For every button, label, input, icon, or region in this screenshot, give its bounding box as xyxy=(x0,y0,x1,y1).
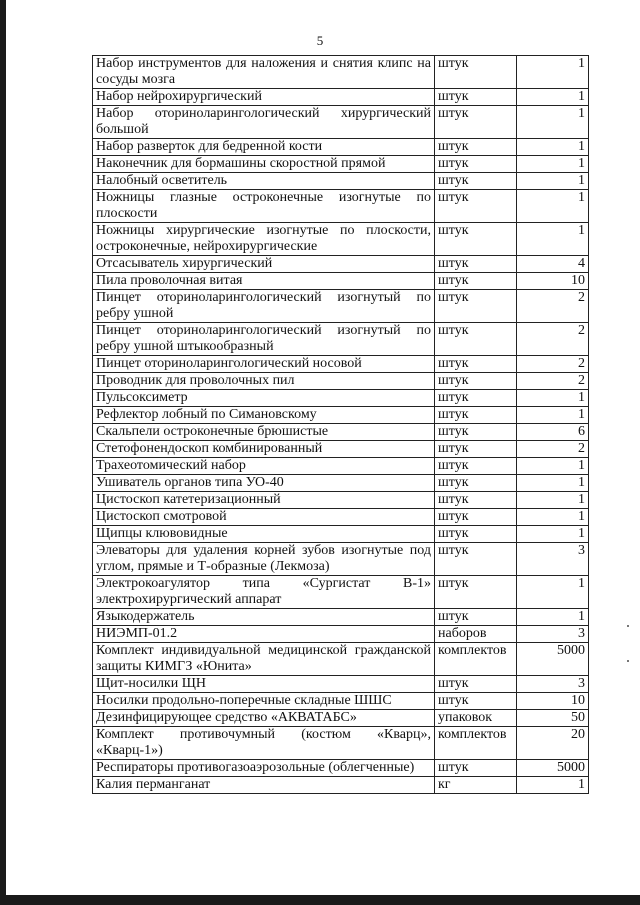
table-row xyxy=(93,727,589,760)
table-row xyxy=(93,407,589,424)
unit-cell: комплектов xyxy=(435,643,517,676)
quantity-cell: 1 xyxy=(517,223,589,256)
quantity-cell: 3 xyxy=(517,626,589,643)
table-row xyxy=(93,609,589,626)
unit-cell: штук xyxy=(435,526,517,543)
quantity-cell: 1 xyxy=(517,89,589,106)
table-row xyxy=(93,190,589,223)
item-name-cell: Пинцет оториноларингологический изогнутый по ребру ушной xyxy=(93,290,435,323)
quantity-cell: 2 xyxy=(517,323,589,356)
item-name-cell: Респираторы противогазоаэрозольные (облегченные) xyxy=(93,760,435,777)
quantity-cell: 6 xyxy=(517,424,589,441)
unit-cell: штук xyxy=(435,373,517,390)
scan-border-left xyxy=(0,0,6,905)
item-name-cell: Стетофонендоскоп комбинированный xyxy=(93,441,435,458)
quantity-cell: 1 xyxy=(517,492,589,509)
quantity-cell: 2 xyxy=(517,356,589,373)
unit-cell: штук xyxy=(435,56,517,89)
item-name-cell: Отсасыватель хирургический xyxy=(93,256,435,273)
item-name-cell: Элеваторы для удаления корней зубов изогнутые под углом, прямые и Т-образные (Лекмоза) xyxy=(93,543,435,576)
quantity-cell: 5000 xyxy=(517,760,589,777)
quantity-cell: 3 xyxy=(517,543,589,576)
table-row xyxy=(93,458,589,475)
unit-cell: штук xyxy=(435,106,517,139)
unit-cell: штук xyxy=(435,323,517,356)
table-row xyxy=(93,526,589,543)
quantity-cell: 1 xyxy=(517,609,589,626)
item-name-cell: Пульсоксиметр xyxy=(93,390,435,407)
item-name-cell: Комплект индивидуальной медицинской гражданской защиты КИМГЗ «Юнита» xyxy=(93,643,435,676)
unit-cell: штук xyxy=(435,441,517,458)
item-name-cell: Набор инструментов для наложения и снятия клипс на сосуды мозга xyxy=(93,56,435,89)
scan-border-bottom xyxy=(0,895,640,905)
quantity-cell: 5000 xyxy=(517,643,589,676)
quantity-cell: 1 xyxy=(517,509,589,526)
item-name-cell: Трахеотомический набор xyxy=(93,458,435,475)
item-name-cell: Пинцет оториноларингологический носовой xyxy=(93,356,435,373)
unit-cell: штук xyxy=(435,492,517,509)
unit-cell: комплектов xyxy=(435,727,517,760)
item-name-cell: Языкодержатель xyxy=(93,609,435,626)
unit-cell: штук xyxy=(435,693,517,710)
scan-speck xyxy=(627,625,629,627)
unit-cell: штук xyxy=(435,676,517,693)
unit-cell: штук xyxy=(435,424,517,441)
unit-cell: штук xyxy=(435,223,517,256)
table-row xyxy=(93,492,589,509)
unit-cell: штук xyxy=(435,760,517,777)
unit-cell: штук xyxy=(435,509,517,526)
unit-cell: штук xyxy=(435,139,517,156)
table-row xyxy=(93,626,589,643)
table-row xyxy=(93,693,589,710)
unit-cell: штук xyxy=(435,390,517,407)
table-row xyxy=(93,323,589,356)
item-name-cell: Цистоскоп смотровой xyxy=(93,509,435,526)
item-name-cell: Дезинфицирующее средство «АКВАТАБС» xyxy=(93,710,435,727)
item-name-cell: Носилки продольно-поперечные складные ШШС xyxy=(93,693,435,710)
item-name-cell: НИЭМП-01.2 xyxy=(93,626,435,643)
page-number: 5 xyxy=(316,33,324,48)
quantity-cell: 1 xyxy=(517,526,589,543)
table-row xyxy=(93,576,589,609)
unit-cell: штук xyxy=(435,458,517,475)
table-row xyxy=(93,509,589,526)
table-row xyxy=(93,290,589,323)
scan-speck xyxy=(627,660,629,662)
item-name-cell: Наконечник для бормашины скоростной прямой xyxy=(93,156,435,173)
table-row xyxy=(93,441,589,458)
table-row xyxy=(93,710,589,727)
item-name-cell: Калия перманганат xyxy=(93,777,435,794)
quantity-cell: 4 xyxy=(517,256,589,273)
item-name-cell: Комплект противочумный (костюм «Кварц», «Кварц-1») xyxy=(93,727,435,760)
quantity-cell: 20 xyxy=(517,727,589,760)
quantity-cell: 2 xyxy=(517,441,589,458)
quantity-cell: 1 xyxy=(517,458,589,475)
table-row xyxy=(93,543,589,576)
table-row xyxy=(93,89,589,106)
unit-cell: штук xyxy=(435,290,517,323)
item-name-cell: Набор разверток для бедренной кости xyxy=(93,139,435,156)
item-name-cell: Скальпели остроконечные брюшистые xyxy=(93,424,435,441)
item-name-cell: Ножницы хирургические изогнутые по плоскости, остроконечные, нейрохирургические xyxy=(93,223,435,256)
table-row xyxy=(93,777,589,794)
quantity-cell: 1 xyxy=(517,56,589,89)
unit-cell: штук xyxy=(435,609,517,626)
item-name-cell: Щит-носилки ЩН xyxy=(93,676,435,693)
quantity-cell: 2 xyxy=(517,290,589,323)
unit-cell: штук xyxy=(435,273,517,290)
unit-cell: штук xyxy=(435,190,517,223)
quantity-cell: 1 xyxy=(517,173,589,190)
table-row xyxy=(93,106,589,139)
unit-cell: штук xyxy=(435,173,517,190)
unit-cell: штук xyxy=(435,89,517,106)
quantity-cell: 1 xyxy=(517,475,589,492)
unit-cell: штук xyxy=(435,256,517,273)
table-row xyxy=(93,223,589,256)
item-name-cell: Рефлектор лобный по Симановскому xyxy=(93,407,435,424)
table-row xyxy=(93,56,589,89)
quantity-cell: 10 xyxy=(517,693,589,710)
item-name-cell: Налобный осветитель xyxy=(93,173,435,190)
quantity-cell: 1 xyxy=(517,139,589,156)
quantity-cell: 2 xyxy=(517,373,589,390)
quantity-cell: 1 xyxy=(517,190,589,223)
table-row xyxy=(93,475,589,492)
table-row xyxy=(93,356,589,373)
item-name-cell: Пила проволочная витая xyxy=(93,273,435,290)
quantity-cell: 1 xyxy=(517,390,589,407)
item-name-cell: Пинцет оториноларингологический изогнутый по ребру ушной штыкообразный xyxy=(93,323,435,356)
unit-cell: штук xyxy=(435,475,517,492)
table-row xyxy=(93,676,589,693)
unit-cell: штук xyxy=(435,407,517,424)
quantity-cell: 1 xyxy=(517,576,589,609)
item-name-cell: Электрокоагулятор типа «Сургистат В-1» электрохирургический аппарат xyxy=(93,576,435,609)
quantity-cell: 1 xyxy=(517,777,589,794)
unit-cell: штук xyxy=(435,356,517,373)
item-name-cell: Ушиватель органов типа УО-40 xyxy=(93,475,435,492)
table-row xyxy=(93,273,589,290)
table-row xyxy=(93,139,589,156)
item-name-cell: Щипцы клювовидные xyxy=(93,526,435,543)
quantity-cell: 1 xyxy=(517,156,589,173)
unit-cell: кг xyxy=(435,777,517,794)
quantity-cell: 50 xyxy=(517,710,589,727)
table-row xyxy=(93,256,589,273)
item-name-cell: Набор оториноларингологический хирургический большой xyxy=(93,106,435,139)
item-name-cell: Проводник для проволочных пил xyxy=(93,373,435,390)
table-row xyxy=(93,173,589,190)
table-body xyxy=(93,56,589,794)
table-row xyxy=(93,760,589,777)
unit-cell: наборов xyxy=(435,626,517,643)
unit-cell: упаковок xyxy=(435,710,517,727)
unit-cell: штук xyxy=(435,543,517,576)
unit-cell: штук xyxy=(435,576,517,609)
item-name-cell: Цистоскоп катетеризационный xyxy=(93,492,435,509)
table-row xyxy=(93,373,589,390)
item-name-cell: Ножницы глазные остроконечные изогнутые по плоскости xyxy=(93,190,435,223)
table-row xyxy=(93,390,589,407)
equipment-table xyxy=(92,55,589,794)
quantity-cell: 3 xyxy=(517,676,589,693)
table-row xyxy=(93,424,589,441)
quantity-cell: 1 xyxy=(517,106,589,139)
quantity-cell: 10 xyxy=(517,273,589,290)
table-row xyxy=(93,156,589,173)
item-name-cell: Набор нейрохирургический xyxy=(93,89,435,106)
quantity-cell: 1 xyxy=(517,407,589,424)
table-row xyxy=(93,643,589,676)
unit-cell: штук xyxy=(435,156,517,173)
